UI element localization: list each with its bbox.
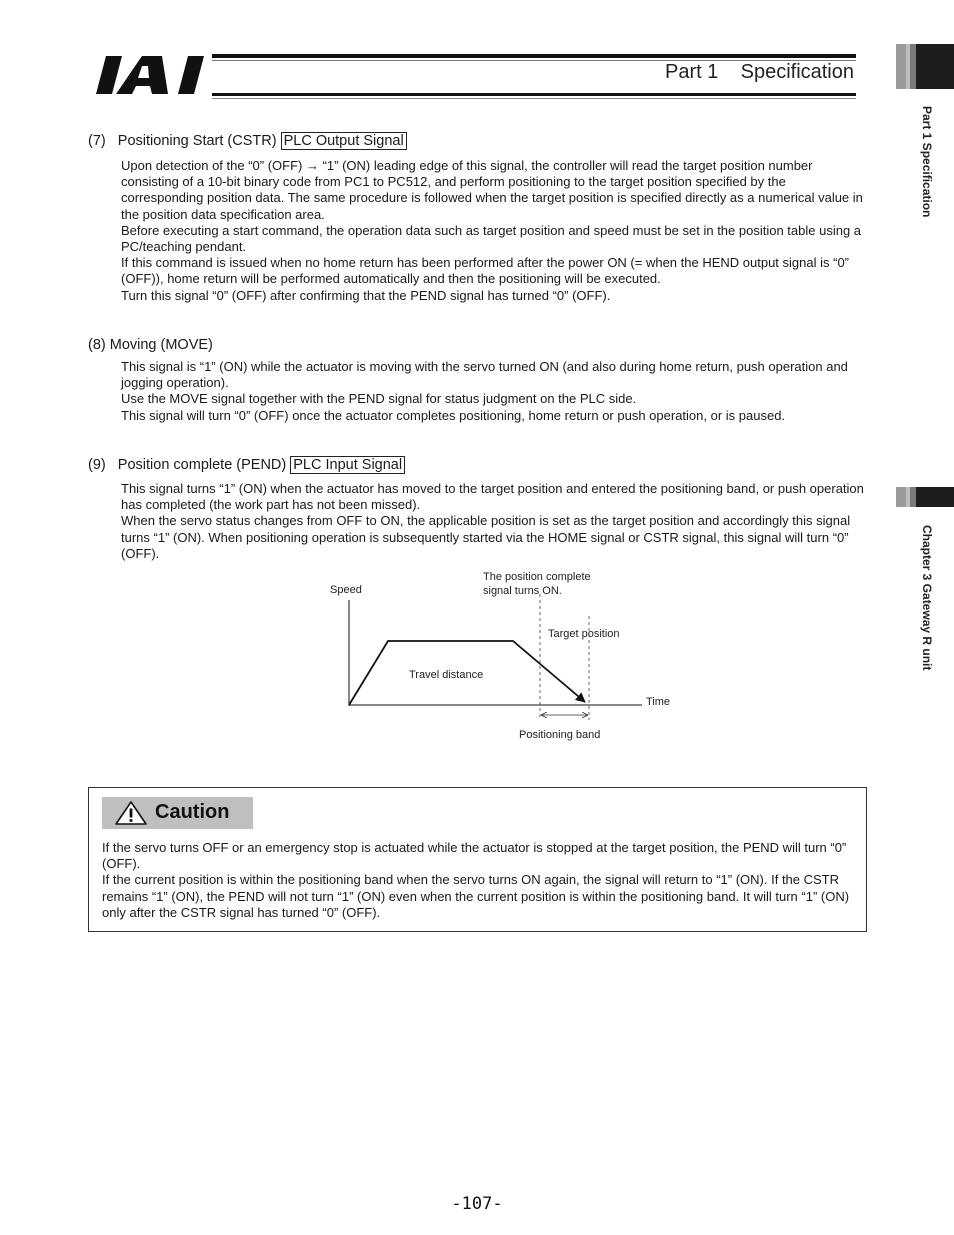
section-7-title: (7) Positioning Start (CSTR)	[88, 133, 281, 149]
caution-paragraph: If the current position is within the positioning band when the servo turns ON again, the signal will return to “1” (ON). If the CSTR remains “1” (ON), the PEND will not turn “1” (ON) even when the current position is within the positioning band. It will turn “1” (ON) only after the CSTR signal has turned “0” (OFF).	[102, 872, 850, 920]
pend-on-label-line2: signal turns ON.	[483, 585, 562, 597]
header-rule-top	[212, 54, 856, 58]
section-8-paragraph: Use the MOVE signal together with the PEND signal for status judgment on the PLC side.	[121, 391, 637, 407]
section-8-body	[121, 359, 869, 424]
warning-icon	[114, 800, 148, 826]
side-tab-part1	[896, 44, 954, 89]
caution-title: Caution	[155, 801, 230, 823]
section-7-paragraph: Turn this signal “0” (OFF) after confirming that the PEND signal has turned “0” (OFF).	[121, 287, 611, 303]
iai-logo	[96, 52, 216, 98]
section-7-paragraph: If this command is issued when no home return has been performed after the power ON (= when the HEND output signal is “0” (OFF)), home return will be performed automatically and then the positioning will be executed.	[121, 255, 849, 287]
plc-input-signal-label: PLC Input Signal	[290, 456, 405, 474]
section-7-heading	[88, 133, 407, 149]
header-rule-bottom	[212, 93, 856, 96]
plc-output-signal-label: PLC Output Signal	[281, 132, 407, 150]
positioning-band-label: Positioning band	[519, 729, 601, 741]
section-9-paragraph: When the servo status changes from OFF to ON, the applicable position is set as the target position and accordingly this signal turns “1” (ON). When positioning operation is subsequently started via the HOME signal or CSTR signal, this signal will turn “0” (OFF).	[121, 513, 851, 561]
speed-axis-label: Speed	[330, 584, 362, 596]
section-7-paragraph: Upon detection of the “0” (OFF) → “1” (ON) leading edge of this signal, the controller will read the target position number consisting of a 10-bit binary code from PC1 to PC512, and perform positioning to the target position specified by the corresponding position data. The same procedure is followed when the target position is specified directly as a numerical value in the position data specification area.	[121, 158, 863, 222]
section-9-paragraph: This signal turns “1” (ON) when the actuator has moved to the target position and entered the positioning band, or push operation has completed (the work part has not been missed).	[121, 481, 864, 513]
travel-distance-label: Travel distance	[409, 669, 484, 681]
section-7-paragraph: Before executing a start command, the operation data such as target position and speed must be set in the position table using a PC/teaching pendant.	[121, 222, 862, 255]
caution-body	[102, 840, 860, 921]
page-number: -107-	[451, 1194, 503, 1214]
page-title: Part 1 Specification	[665, 61, 854, 83]
caution-paragraph: If the servo turns OFF or an emergency stop is actuated while the actuator is stopped at the target position, the PEND will turn “0” (OFF).	[102, 840, 847, 872]
section-9-title: (9) Position complete (PEND)	[88, 457, 291, 473]
section-9-heading	[88, 457, 405, 473]
section-8-paragraph: This signal will turn “0” (OFF) once the actuator completes positioning, home return or push operation, or is paused.	[121, 407, 786, 423]
side-tab-part1-label: Part 1 Specification	[920, 106, 934, 218]
pend-on-label-line1: The position complete	[483, 571, 591, 583]
time-axis-label: Time	[646, 696, 671, 708]
side-tab-chapter3-label: Chapter 3 Gateway R unit	[920, 525, 934, 671]
side-tab-chapter3	[896, 487, 954, 507]
caution-header	[102, 797, 253, 829]
header-rule-bottom-thin	[212, 98, 856, 99]
target-position-label: Target position	[548, 628, 620, 640]
section-9-body	[121, 481, 869, 562]
section-8-paragraph: This signal is “1” (ON) while the actuator is moving with the servo turned ON (and also during home return, push operation and jogging operation).	[121, 359, 848, 391]
section-8-heading: (8) Moving (MOVE)	[88, 337, 213, 353]
speed-time-diagram	[320, 568, 680, 748]
section-7-body	[121, 158, 869, 304]
